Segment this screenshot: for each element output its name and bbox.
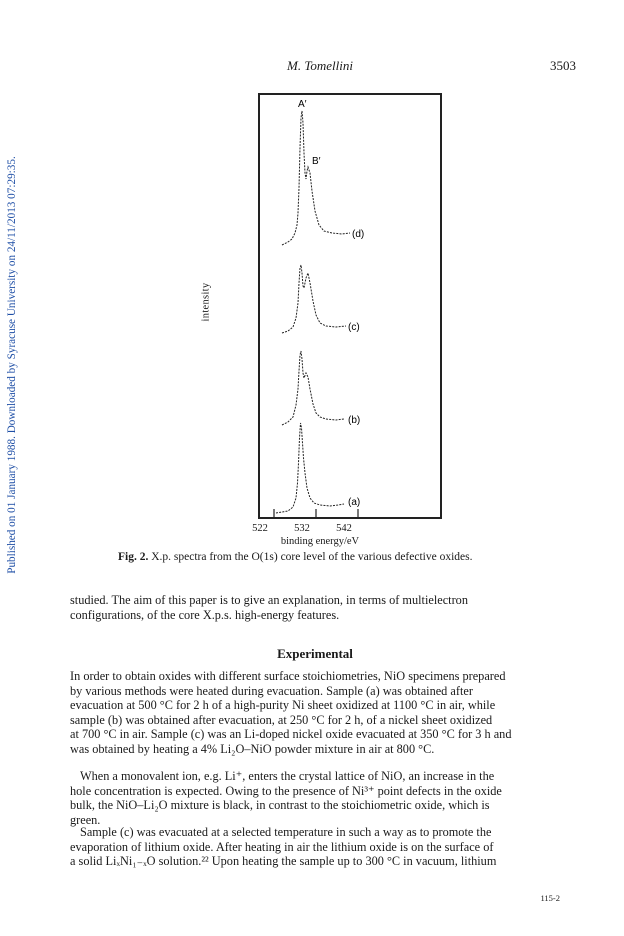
text-line: evacuation at 500 °C for 2 h of a high-purity Ni sheet oxidized at 1100 °C in air, while xyxy=(70,698,496,713)
paragraph-experimental-3 xyxy=(70,825,560,869)
footer-code: 115-2 xyxy=(540,893,560,903)
curve-label-a: (a) xyxy=(348,497,361,508)
tick-label-522: 522 xyxy=(252,523,268,534)
page-number: 3503 xyxy=(550,58,576,73)
text-line: green. xyxy=(70,812,101,827)
curve-label-d: (d) xyxy=(352,229,365,240)
text-line: In order to obtain oxides with different surface stoichiometries, NiO specimens prepared xyxy=(70,669,506,683)
paragraph-experimental-2 xyxy=(70,769,560,827)
text-line: was obtained by heating a 4% Li₂O–NiO powder mixture in air at 800 °C. xyxy=(70,741,435,756)
section-heading: Experimental xyxy=(277,646,353,661)
text-line: Sample (c) was evacuated at a selected temperature in such a way as to promote the xyxy=(80,825,492,839)
tick-label-532: 532 xyxy=(294,523,310,534)
text-line: evaporation of lithium oxide. After heating in air the lithium oxide is on the surface of xyxy=(70,839,494,854)
text-line: studied. The aim of this paper is to give an explanation, in terms of multielectron xyxy=(70,593,468,607)
tick-label-542: 542 xyxy=(336,523,352,534)
paragraph-studied xyxy=(70,593,560,622)
text-line: When a monovalent ion, e.g. Li⁺, enters the crystal lattice of NiO, an increase in the xyxy=(80,769,495,783)
text-line: a solid LiₓNi₁₋ₓO solution.²² Upon heating the sample up to 300 °C in vacuum, lithium xyxy=(70,854,497,869)
curve-label-b: (b) xyxy=(348,415,361,426)
text-line: by various methods were heated during evacuation. Sample (a) was obtained after xyxy=(70,683,473,698)
x-axis-label: binding energy/eV xyxy=(280,536,360,547)
spectrum-curve-d xyxy=(282,111,350,245)
caption-label: Fig. 2. xyxy=(118,551,149,563)
text-line: hole concentration is expected. Owing to the presence of Ni³⁺ point defects in the oxide xyxy=(70,783,502,798)
spectrum-curve-a xyxy=(276,423,344,513)
peak-label-a-prime: A′ xyxy=(298,99,307,110)
paragraph-experimental-1 xyxy=(70,669,560,757)
caption-text: X.p. spectra from the O(1s) core level of the various defective oxides. xyxy=(148,551,473,563)
text-line: configurations, of the core X.p.s. high-energy features. xyxy=(70,607,340,622)
text-line: sample (b) was obtained after evacuation, at 250 °C for 2 h, of a nickel sheet oxidized xyxy=(70,712,493,727)
figure-caption xyxy=(118,551,538,563)
peak-label-b-prime: B′ xyxy=(312,156,321,167)
curve-label-c: (c) xyxy=(348,322,360,333)
xps-spectra-plot xyxy=(258,93,442,519)
text-line: bulk, the NiO–Li₂O mixture is black, in contrast to the stoichiometric oxide, which is xyxy=(70,798,490,813)
download-notice: Published on 01 January 1988. Downloaded by Syracuse University on 24/11/2013 07:29:35. xyxy=(6,156,18,574)
text-line: at 700 °C in air. Sample (c) was an Li-doped nickel oxide evacuated at 350 °C for 3 h and xyxy=(70,727,512,742)
y-axis-label: intensity xyxy=(200,282,212,322)
spectrum-curve-c xyxy=(282,265,346,333)
running-header-author: M. Tomellini xyxy=(287,58,353,73)
spectrum-curve-b xyxy=(282,351,344,425)
